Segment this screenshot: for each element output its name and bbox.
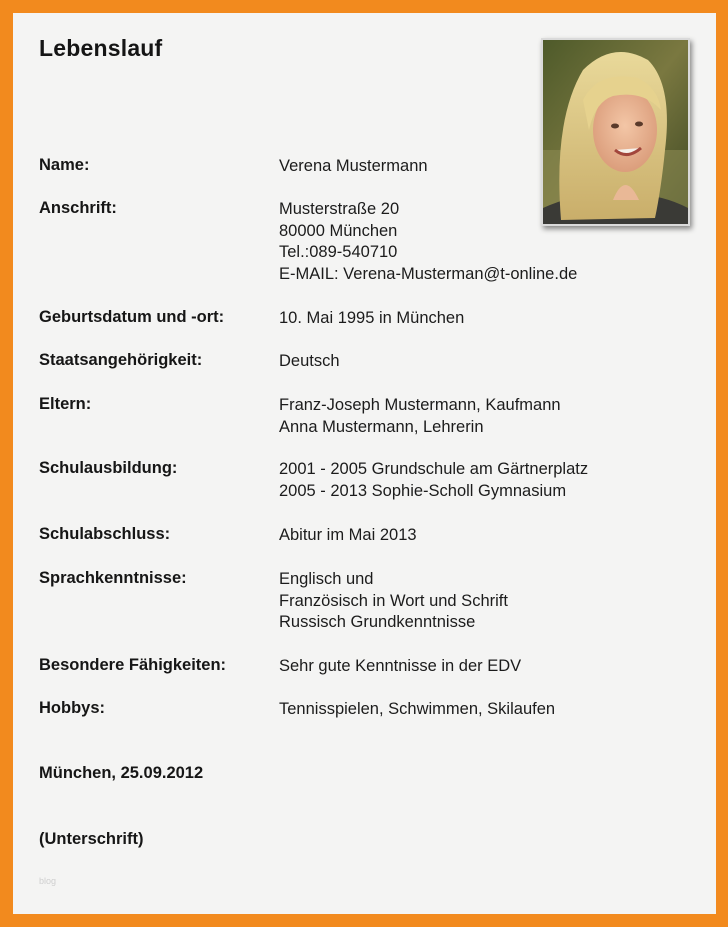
entry-label: Schulabschluss:: [39, 525, 171, 543]
portrait-image-icon: [543, 40, 688, 224]
entry-value-line: 80000 München: [279, 221, 398, 240]
entry-value-line: Französisch in Wort und Schrift: [279, 591, 508, 610]
entry-value: [279, 459, 588, 502]
cv-page: [13, 13, 716, 914]
entry-label: Anschrift:: [39, 199, 117, 217]
page-title: Lebenslauf: [39, 35, 163, 61]
entry-value-line: Abitur im Mai 2013: [279, 526, 417, 544]
entry-value-line: Verena Mustermann: [279, 157, 428, 175]
watermark: blog: [39, 876, 57, 886]
entry-value: [279, 569, 508, 634]
entry-value-line: Englisch und: [279, 570, 374, 588]
entry-value: [279, 656, 521, 678]
entry-label: Sprachkenntnisse:: [39, 569, 187, 587]
entry-value: [279, 525, 417, 547]
entry-label: Schulausbildung:: [39, 459, 178, 477]
entry-value-line: Anna Mustermann, Lehrerin: [279, 417, 484, 436]
entry-label: Besondere Fähigkeiten:: [39, 656, 227, 674]
portrait-photo: [541, 38, 690, 226]
entry-value: [279, 199, 577, 285]
entry-label: Name:: [39, 156, 90, 174]
entry-value-line: Tel.:089-540710: [279, 243, 398, 261]
entry-value-line: E-MAIL: Verena-Musterman@t-online.de: [279, 264, 578, 283]
entry-value: [279, 395, 561, 438]
entry-label: Staatsangehörigkeit:: [39, 351, 203, 369]
entry-value-line: Musterstraße 20: [279, 200, 400, 218]
entry-value: [279, 308, 464, 330]
entry-value: [279, 156, 428, 178]
entry-value: [279, 699, 555, 721]
signature-placeholder: (Unterschrift): [39, 830, 144, 848]
entry-label: Geburtsdatum und -ort:: [39, 308, 225, 326]
entry-value-line: 2001 - 2005 Grundschule am Gärtnerplatz: [279, 460, 589, 478]
entry-value-line: Sehr gute Kenntnisse in der EDV: [279, 657, 522, 675]
entry-value-line: 10. Mai 1995 in München: [279, 309, 465, 327]
entry-value-line: Russisch Grundkenntnisse: [279, 613, 476, 631]
place-date: München, 25.09.2012: [39, 764, 204, 782]
entry-value-line: 2005 - 2013 Sophie-Scholl Gymnasium: [279, 481, 567, 500]
entry-label: Eltern:: [39, 395, 92, 413]
entry-label: Hobbys:: [39, 699, 105, 717]
entry-value: [279, 351, 340, 373]
entry-value-line: Franz-Joseph Mustermann, Kaufmann: [279, 396, 561, 414]
entry-value-line: Tennisspielen, Schwimmen, Skilaufen: [279, 700, 556, 718]
entry-value-line: Deutsch: [279, 352, 340, 370]
